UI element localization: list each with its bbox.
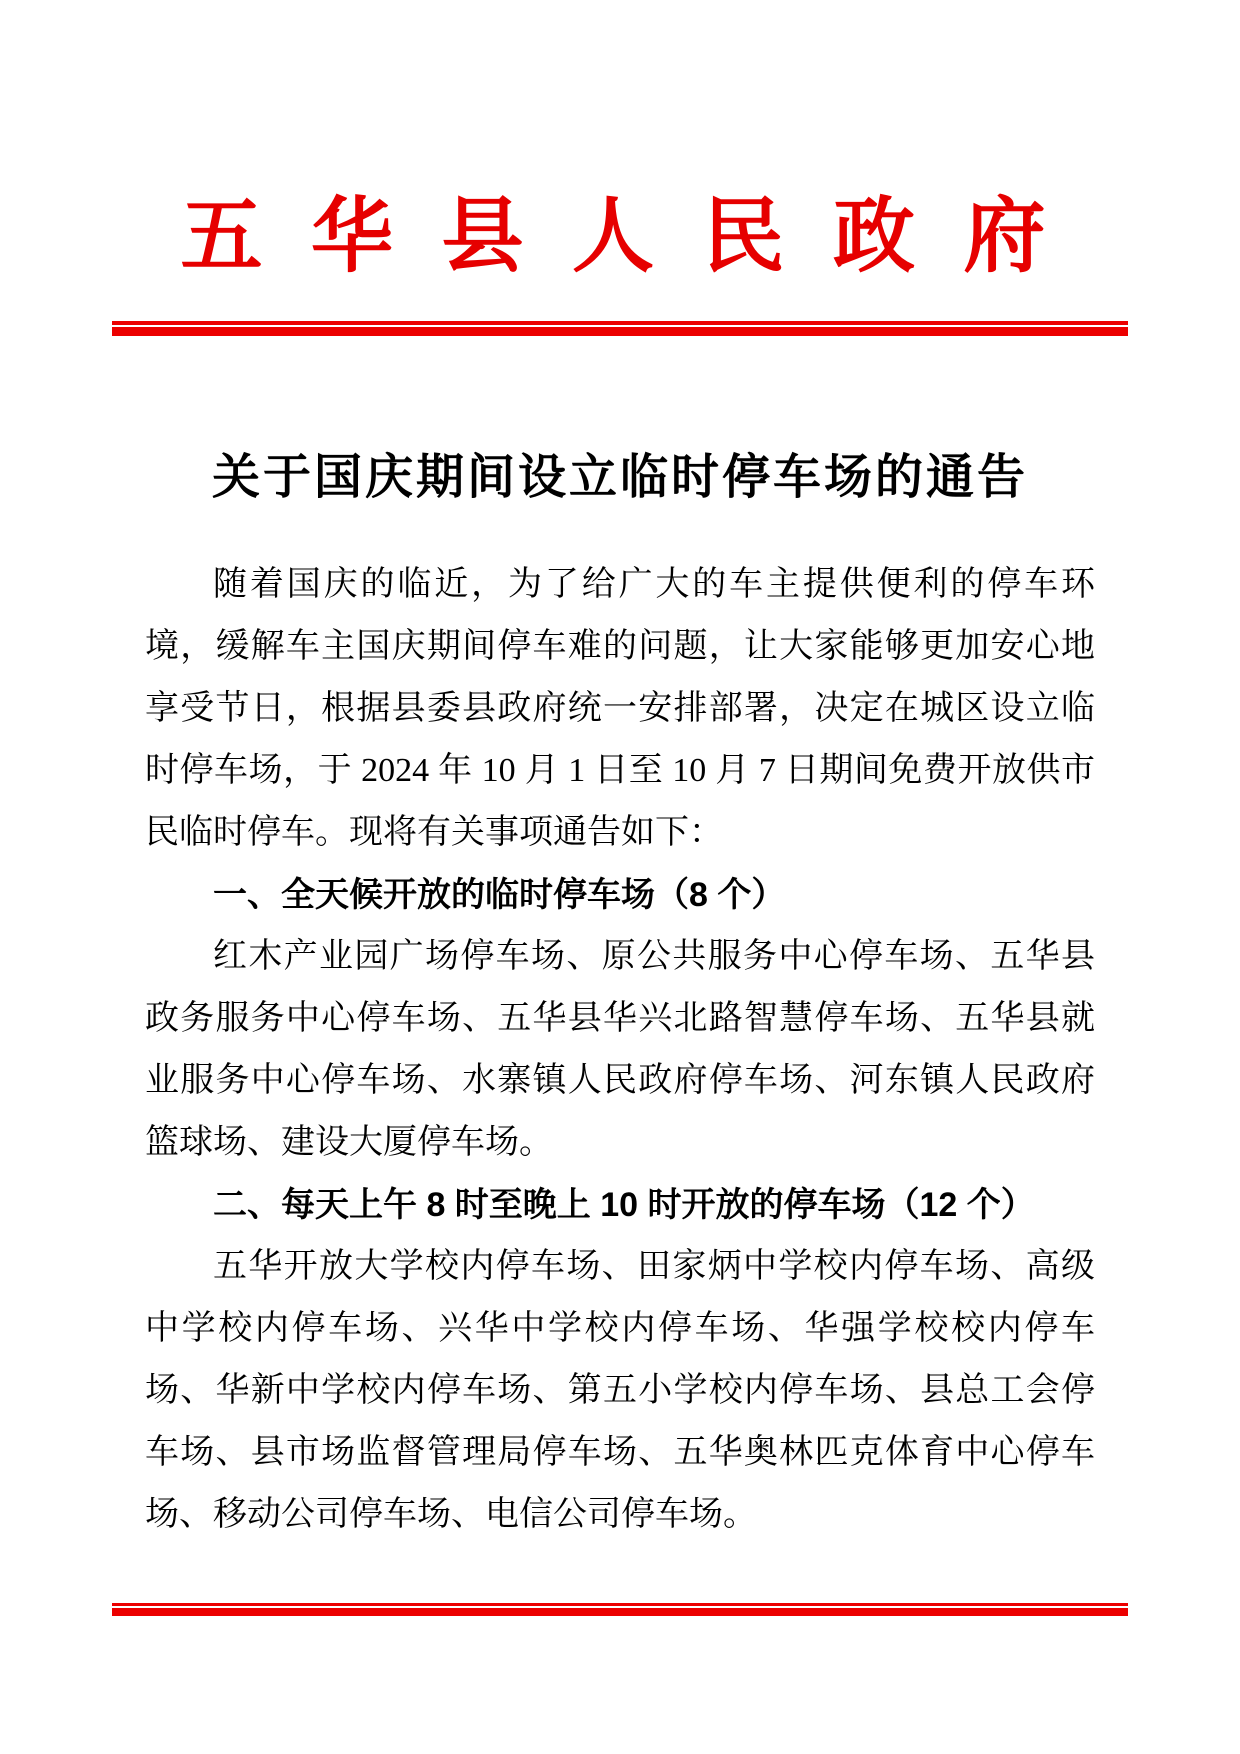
footer-divider-thick-line <box>112 1608 1128 1616</box>
header-divider-thin-line <box>112 321 1128 325</box>
notice-body <box>145 554 1095 1546</box>
footer-divider <box>112 1603 1128 1616</box>
intro-paragraph: 随着国庆的临近，为了给广大的车主提供便利的停车环境，缓解车主国庆期间停车难的问题，让大家能够更加安心地享受节日，根据县委县政府统一安排部署，决定在城区设立临时停车场，于 2024 年 10 月 1 日至 10 月 7 日期间免费开放供市民临时停车。现将有关事项通告如下： <box>145 566 1095 851</box>
section-1-heading: 一、全天候开放的临时停车场（8 个） <box>213 876 786 914</box>
section-1-body: 红木产业园广场停车场、原公共服务中心停车场、五华县政务服务中心停车场、五华县华兴北路智慧停车场、五华县就业服务中心停车场、水寨镇人民政府停车场、河东镇人民政府篮球场、建设大厦停车场。 <box>145 938 1095 1161</box>
footer-divider-thin-line <box>112 1603 1128 1606</box>
section-2-body: 五华开放大学校内停车场、田家炳中学校内停车场、高级中学校内停车场、兴华中学校内停车场、华强学校校内停车场、华新中学校内停车场、第五小学校内停车场、县总工会停车场、县市场监督管理局停车场、五华奥林匹克体育中心停车场、移动公司停车场、电信公司停车场。 <box>145 1248 1095 1533</box>
header-divider-thick-line <box>112 327 1128 336</box>
government-header-title: 五 华 县 人 民 政 府 <box>180 191 1060 282</box>
notice-title: 关于国庆期间设立临时停车场的通告 <box>211 451 1028 504</box>
header-divider <box>112 321 1128 336</box>
section-2-heading: 二、每天上午 8 时至晚上 10 时开放的停车场（12 个） <box>213 1186 1035 1224</box>
